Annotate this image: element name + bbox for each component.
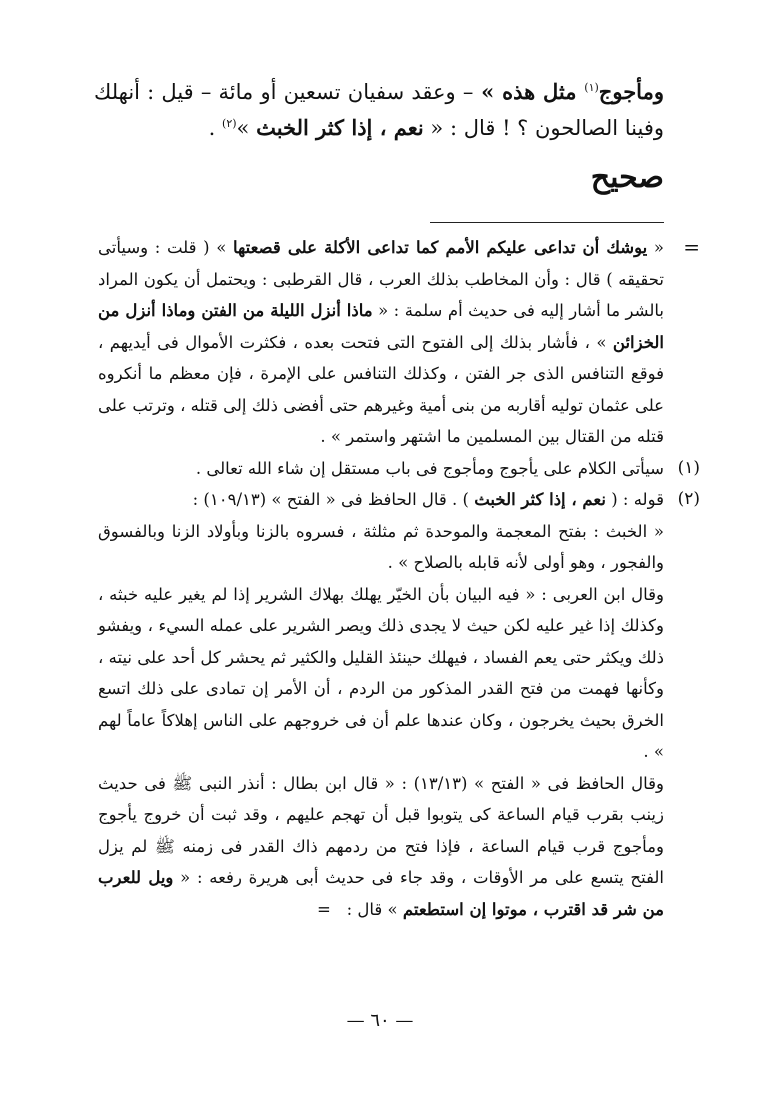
footnote-1-text: سيأتى الكلام على يأجوج ومأجوج فى باب مستقل إن شاء الله تعالى .	[195, 458, 664, 478]
page-number: — ٦٠ —	[346, 1010, 414, 1031]
footnote-2-paragraph: وقال ابن العربى : « فيه البيان بأن الخيّر يهلك بهلاك الشرير إذا لم يغير عليه خبثه ، وكذلك إذا غير عليه لكن حيث لا يجدى ذلك ويصر الشرير على عمله السيء ، ويفشو ذلك ويكثر حتى يعم الفساد ، فيهلك حينئذ القليل والكثير ثم يحشر كل أحد على نيته ، وكأنها فهمت من فتح القدر المذكور من الردم ، أن الأمر إن تمادى على ذلك اتسع الخرق بحيث يخرجون ، وكان عندها علم أن فى خروجهم على الناس إهلاكاً عاماً لهم » .	[98, 584, 664, 761]
continuation-text: « يوشك أن تداعى عليكم الأمم كما تداعى الأكلة على قصعتها » ( قلت : وسيأتى تحقيقه ) قال : وأن المخاطب بذلك العرب ، قال القرطبى : ويحتمل أن يكون المراد بالشر ما أشار إليه فى حديث أم سلمة : « ماذا أنزل الليلة من الفتن وماذا أنزل من الخزائن » ، فأشار بذلك إلى الفتوح التى فتحت بعده ، فكثرت الأموال فى أيديهم ، فوقع التنافس الذى جر الفتن ، وكذلك التنافس على الإمرة ، فإن معظم ما أنكروه على عثمان توليه أقاربه من بنى أمية وغيرهم حتى أفضى ذلك إلى قتله ، وترتب على قتله من القتال بين المسلمين ما اشتهر واستمر » .	[98, 238, 664, 446]
footnote-2-paragraph: وقال الحافظ فى « الفتح » (١٣/١٣) : « قال ابن بطال : أنذر النبى ﷺ فى حديث زينب بقرب قيام الساعة كى يتوبوا قبل أن تهجم عليهم ، وقد ثبت أن خروج يأجوج ومأجوج قرب قيام الساعة ، فإذا فتح من ردمهم ذاك القدر فى زمنه ﷺ لم يزل الفتح يتسع على مر الأوقات ، وقد جاء فى حديث أبى هريرة رفعه : « ويل للعرب من شر قد اقترب ، موتوا إن استطعتم » قال : =	[98, 773, 665, 919]
footnote-separator	[430, 222, 664, 223]
continues-marker: =	[317, 899, 331, 919]
footnote-ref-1[interactable]: (١)	[584, 81, 599, 94]
quoted-hadith: ماذا أنزل الليلة من الفتن وماذا أنزل من الخزائن	[98, 301, 664, 352]
footnote-2	[98, 484, 700, 925]
hadith-quote-close: »	[236, 116, 257, 140]
footnote-1	[98, 453, 700, 485]
footnote-2-intro: قوله : ( نعم ، إذا كثر الخبث ) . قال الحافظ فى « الفتح » (١٠٩/١٣) :	[192, 490, 664, 509]
hadith-text-bold: مثل هذه »	[473, 79, 585, 104]
quoted-hadith: ويل للعرب من شر قد اقترب ، موتوا إن استطعتم	[98, 868, 664, 919]
footnote-2-paragraph: « الخبث : بفتح المعجمة والموحدة ثم مثلثة ، فسروه بالزنا وبأولاد الزنا وبالفسوق والفجور ، وهو أولى لأنه قابله بالصلاح » .	[98, 521, 664, 572]
hadith-narration: – وعقد سفيان تسعين أو مائة – قيل : أنهلك وفينا الصالحون ؟ ! قال : «	[94, 80, 664, 140]
hadith-paragraph	[94, 74, 664, 146]
hadith-text-start: ومأجوج	[598, 79, 664, 104]
quoted-phrase: نعم ، إذا كثر الخبث	[474, 490, 606, 509]
main-hadith-text	[94, 74, 664, 146]
footnotes-section	[98, 232, 700, 925]
quoted-hadith: يوشك أن تداعى عليكم الأمم كما تداعى الأكلة على قصعتها	[232, 238, 648, 257]
continuation-marker: =	[683, 235, 700, 259]
hadith-answer: نعم ، إذا كثر الخبث	[256, 115, 424, 140]
footnote-2-number: (٢)	[677, 489, 700, 509]
grade-heading: صحيح	[590, 160, 664, 195]
footnote-continuation	[98, 232, 700, 453]
footnote-ref-2[interactable]: (٢)	[222, 117, 237, 130]
footnote-1-number: (١)	[677, 457, 700, 478]
hadith-end: .	[208, 116, 223, 140]
